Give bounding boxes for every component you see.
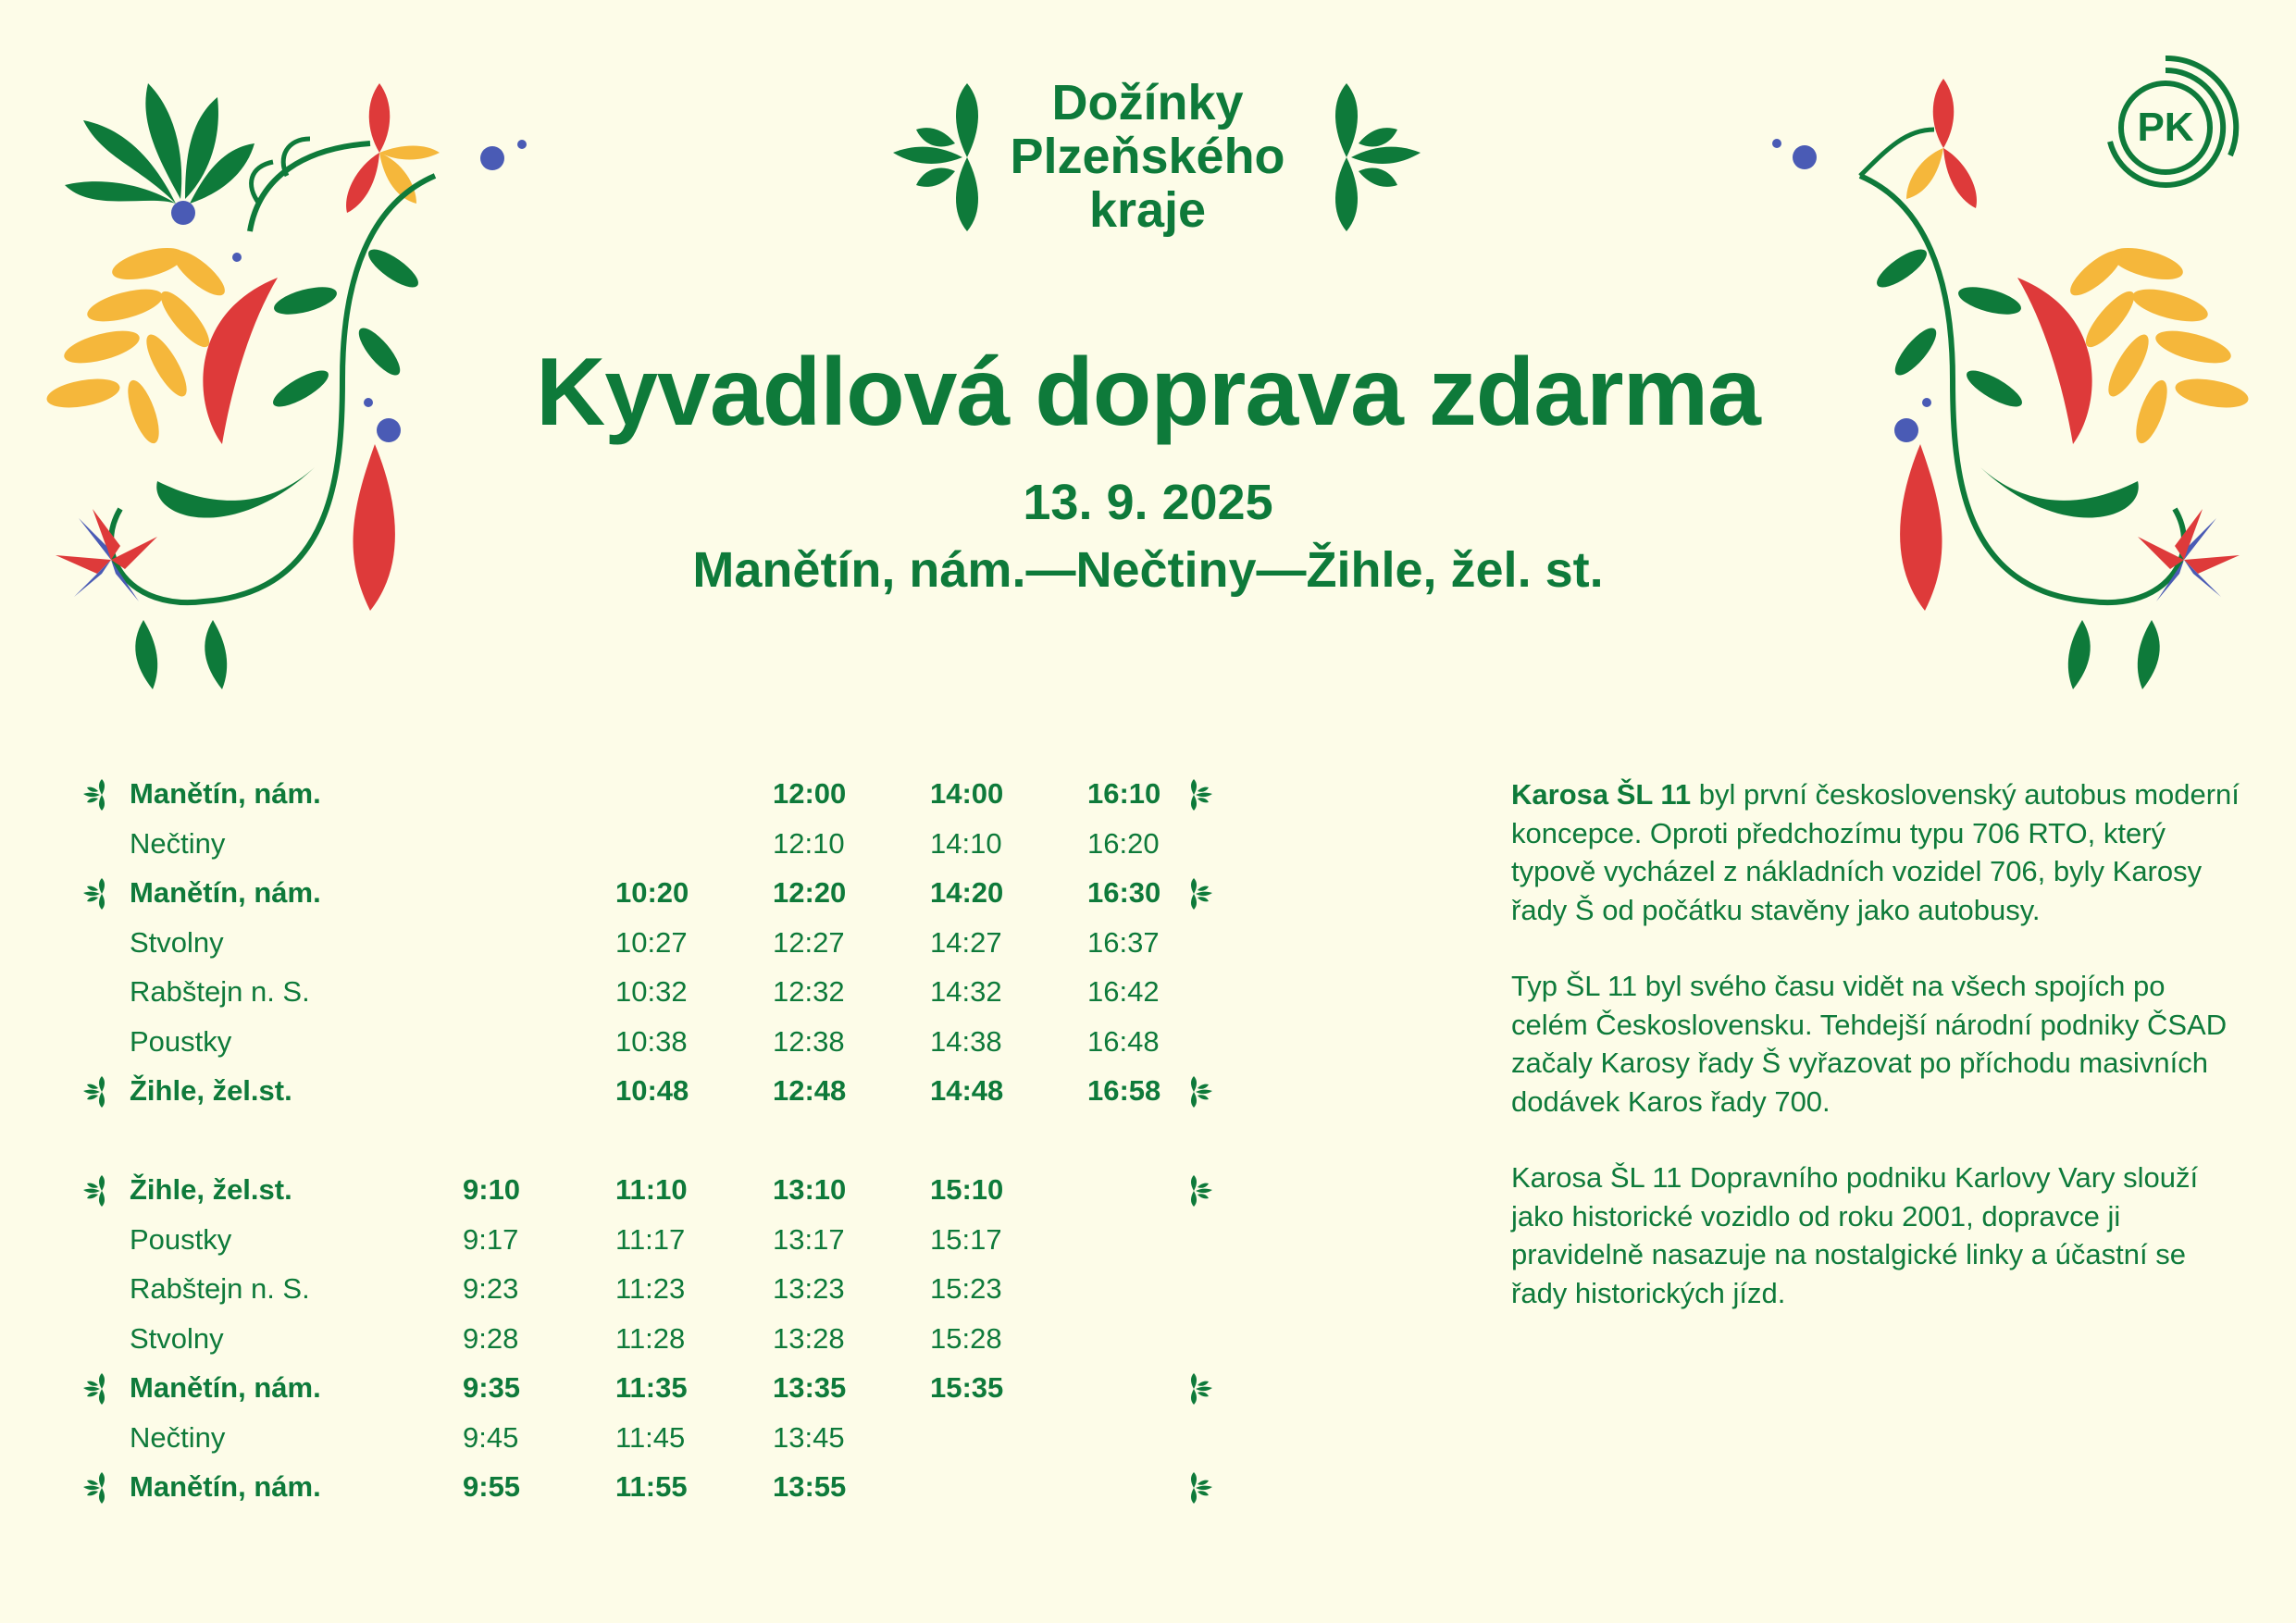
stop-marker-icon [80,878,111,910]
timetable-row [0,1066,1296,1116]
timetable-row [0,1165,1296,1215]
departure-time: 13:28 [773,1321,845,1355]
departure-time: 10:48 [615,1074,689,1107]
departure-time: 11:45 [615,1420,686,1454]
stop-marker-icon [1185,878,1216,910]
stop-marker-icon [80,1472,111,1504]
sprig-right-icon [1323,79,1434,236]
departure-time: 9:55 [463,1470,521,1503]
stop-name: Manětín, nám. [130,1470,321,1503]
departure-time: 12:48 [773,1074,847,1107]
stop-marker-icon [1185,1472,1216,1504]
sprig-left-icon [879,79,990,236]
departure-time: 10:38 [615,1024,688,1058]
departure-time: 9:28 [463,1321,519,1355]
departure-time: 12:27 [773,925,845,959]
departure-time: 14:27 [930,925,1002,959]
departure-time: 12:38 [773,1024,845,1058]
departure-time: 14:10 [930,826,1002,860]
departure-time: 13:23 [773,1272,845,1305]
timetable-row [0,868,1296,918]
green-fan-icon [65,83,254,204]
departure-time: 13:10 [773,1173,847,1206]
red-flower-icon [346,83,440,213]
stop-name: Nečtiny [130,826,226,860]
departure-time: 11:35 [615,1371,688,1404]
timetable-row [0,918,1296,968]
departure-time: 16:30 [1087,876,1161,909]
departure-time: 16:58 [1087,1074,1161,1107]
stop-name: Poustky [130,1024,232,1058]
departure-time: 14:32 [930,975,1002,1008]
info-bus-name: Karosa ŠL 11 [1511,778,1692,811]
departure-time: 11:10 [615,1173,688,1206]
info-paragraph-2: Typ ŠL 11 byl svého času vidět na všech spojích po celém Československu. Tehdejší národní podniky ČSAD začaly Karosy řady Š vyřazovat po příchodu masivních dodávek Karos řady 700. [1511,970,2228,1118]
timetable-row [0,769,1296,819]
timetable-row [0,1413,1296,1463]
departure-time: 9:23 [463,1272,519,1305]
departure-time: 16:37 [1087,925,1160,959]
timetable-row [0,1017,1296,1067]
departure-time: 13:45 [773,1420,845,1454]
timetable [0,769,1296,1509]
departure-time: 11:17 [615,1222,686,1256]
departure-time: 10:32 [615,975,688,1008]
departure-time: 12:20 [773,876,847,909]
stop-name: Stvolny [130,925,224,959]
info-paragraph-1-text: byl první československý autobus moderní koncepce. Oproti předchozímu typu 706 RTO, který typově vycházel z nákladních vozidel 706, byly Karosy řady Š od počátku stavěny jako autobusy. [1511,778,2240,926]
timetable-row [0,1314,1296,1364]
timetable-row [0,967,1296,1017]
departure-time: 15:10 [930,1173,1004,1206]
departure-time: 13:55 [773,1470,847,1503]
departure-time: 10:27 [615,925,688,959]
logo-line-1: Dožínky [1051,75,1244,130]
departure-time: 13:17 [773,1222,845,1256]
stop-name: Nečtiny [130,1420,226,1454]
departure-time: 12:10 [773,826,845,860]
departure-time: 10:20 [615,876,689,909]
stop-marker-icon [80,1373,111,1405]
timetable-row [0,819,1296,869]
departure-time: 15:23 [930,1272,1002,1305]
pk-badge-text: PK [2137,105,2194,150]
timetable-row [0,1215,1296,1265]
departure-time: 11:55 [615,1470,688,1503]
departure-time: 14:38 [930,1024,1002,1058]
stop-marker-icon [80,1076,111,1108]
stop-name: Žihle, žel.st. [130,1074,292,1107]
logo-line-2: Plzeňského [1010,129,1285,184]
departure-time: 15:17 [930,1222,1002,1256]
departure-time: 9:17 [463,1222,519,1256]
stop-name: Poustky [130,1222,232,1256]
info-text [1511,775,2242,1350]
departure-time: 9:45 [463,1420,519,1454]
departure-time: 14:00 [930,777,1004,810]
departure-time: 12:00 [773,777,847,810]
stop-name: Rabštejn n. S. [130,975,310,1008]
stop-marker-icon [1185,1076,1216,1108]
departure-time: 16:42 [1087,975,1160,1008]
page-title: Kyvadlová doprava zdarma [536,339,1760,446]
departure-time: 15:28 [930,1321,1002,1355]
stop-marker-icon [1185,1373,1216,1405]
departure-time: 11:28 [615,1321,686,1355]
event-date: 13. 9. 2025 [1023,475,1273,530]
stop-name: Rabštejn n. S. [130,1272,310,1305]
stop-name: Manětín, nám. [130,876,321,909]
stop-name: Manětín, nám. [130,1371,321,1404]
departure-time: 13:35 [773,1371,847,1404]
stop-marker-icon [1185,779,1216,811]
departure-time: 15:35 [930,1371,1004,1404]
timetable-row [0,1363,1296,1413]
departure-time: 16:20 [1087,826,1160,860]
departure-time: 9:10 [463,1173,521,1206]
stop-marker-icon [80,779,111,811]
departure-time: 9:35 [463,1371,521,1404]
stop-name: Stvolny [130,1321,224,1355]
route-title: Manětín, nám.—Nečtiny—Žihle, žel. st. [692,542,1604,598]
stop-marker-icon [80,1175,111,1207]
departure-time: 14:20 [930,876,1004,909]
info-paragraph-3: Karosa ŠL 11 Dopravního podniku Karlovy Vary slouží jako historické vozidlo od roku 2001, dopravce ji pravidelně nasazuje na nostalgické linky a účastní se řady historických jízd. [1511,1161,2199,1309]
stop-marker-icon [1185,1175,1216,1207]
stop-name: Žihle, žel.st. [130,1173,292,1206]
departure-time: 14:48 [930,1074,1004,1107]
departure-time: 12:32 [773,975,845,1008]
event-logo-text [1009,76,1286,237]
pk-badge [2091,54,2240,202]
departure-time: 16:48 [1087,1024,1160,1058]
departure-time: 11:23 [615,1272,686,1305]
departure-time: 16:10 [1087,777,1161,810]
timetable-row [0,1462,1296,1512]
logo-line-3: kraje [1088,182,1207,238]
info-paragraph-1 [1511,775,2242,929]
stop-name: Manětín, nám. [130,777,321,810]
timetable-row [0,1264,1296,1314]
